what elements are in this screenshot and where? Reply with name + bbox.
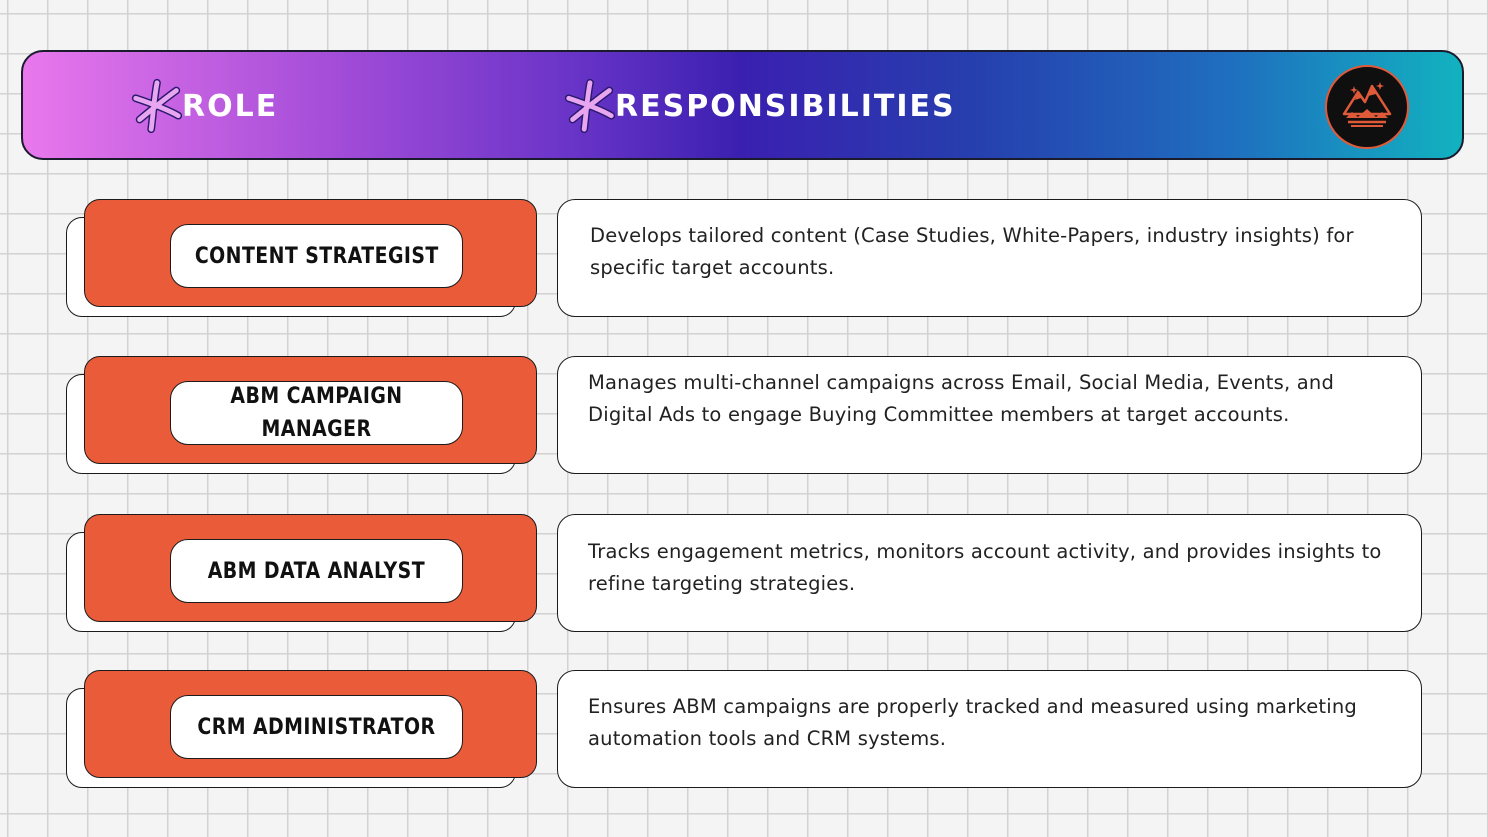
responsibilities-column-header bbox=[561, 76, 956, 136]
role-row-crm-administrator bbox=[0, 670, 1488, 792]
role-column-header bbox=[128, 76, 278, 136]
role-row-abm-campaign-manager bbox=[0, 356, 1488, 478]
role-title: CONTENT STRATEGIST bbox=[194, 243, 439, 269]
responsibility-card bbox=[557, 670, 1422, 788]
responsibility-text: Manages multi-channel campaigns across Email, Social Media, Events, and Digital Ads to engage Buying Committee members at target accounts. bbox=[588, 371, 1335, 426]
header-banner bbox=[21, 50, 1464, 160]
role-title: CRM ADMINISTRATOR bbox=[197, 714, 436, 740]
mountain-crown-logo bbox=[1325, 65, 1409, 149]
role-title: ABM CAMPAIGN MANAGER bbox=[230, 384, 403, 442]
responsibility-card bbox=[557, 199, 1422, 317]
responsibilities-header-label: RESPONSIBILITIES bbox=[615, 88, 956, 124]
role-pill bbox=[170, 381, 463, 445]
role-row-abm-data-analyst bbox=[0, 514, 1488, 636]
sparkle-star-icon bbox=[128, 77, 186, 135]
role-card bbox=[84, 199, 537, 307]
role-row-content-strategist bbox=[0, 199, 1488, 321]
role-card bbox=[84, 356, 537, 464]
role-card bbox=[84, 514, 537, 622]
responsibility-card bbox=[557, 356, 1422, 474]
sparkle-star-icon bbox=[561, 77, 619, 135]
responsibility-text: Develops tailored content (Case Studies, White-Papers, industry insights) for specific target accounts. bbox=[590, 224, 1354, 279]
role-pill bbox=[170, 695, 463, 759]
responsibility-text: Tracks engagement metrics, monitors account activity, and provides insights to refine targeting strategies. bbox=[588, 540, 1382, 595]
responsibility-card bbox=[557, 514, 1422, 632]
role-title: ABM DATA ANALYST bbox=[207, 558, 426, 584]
role-header-label: ROLE bbox=[182, 88, 279, 124]
role-card bbox=[84, 670, 537, 778]
responsibility-text: Ensures ABM campaigns are properly tracked and measured using marketing automation tools and CRM systems. bbox=[588, 695, 1358, 750]
role-pill bbox=[170, 224, 463, 288]
mountain-logo-icon bbox=[1334, 74, 1400, 140]
role-pill bbox=[170, 539, 463, 603]
